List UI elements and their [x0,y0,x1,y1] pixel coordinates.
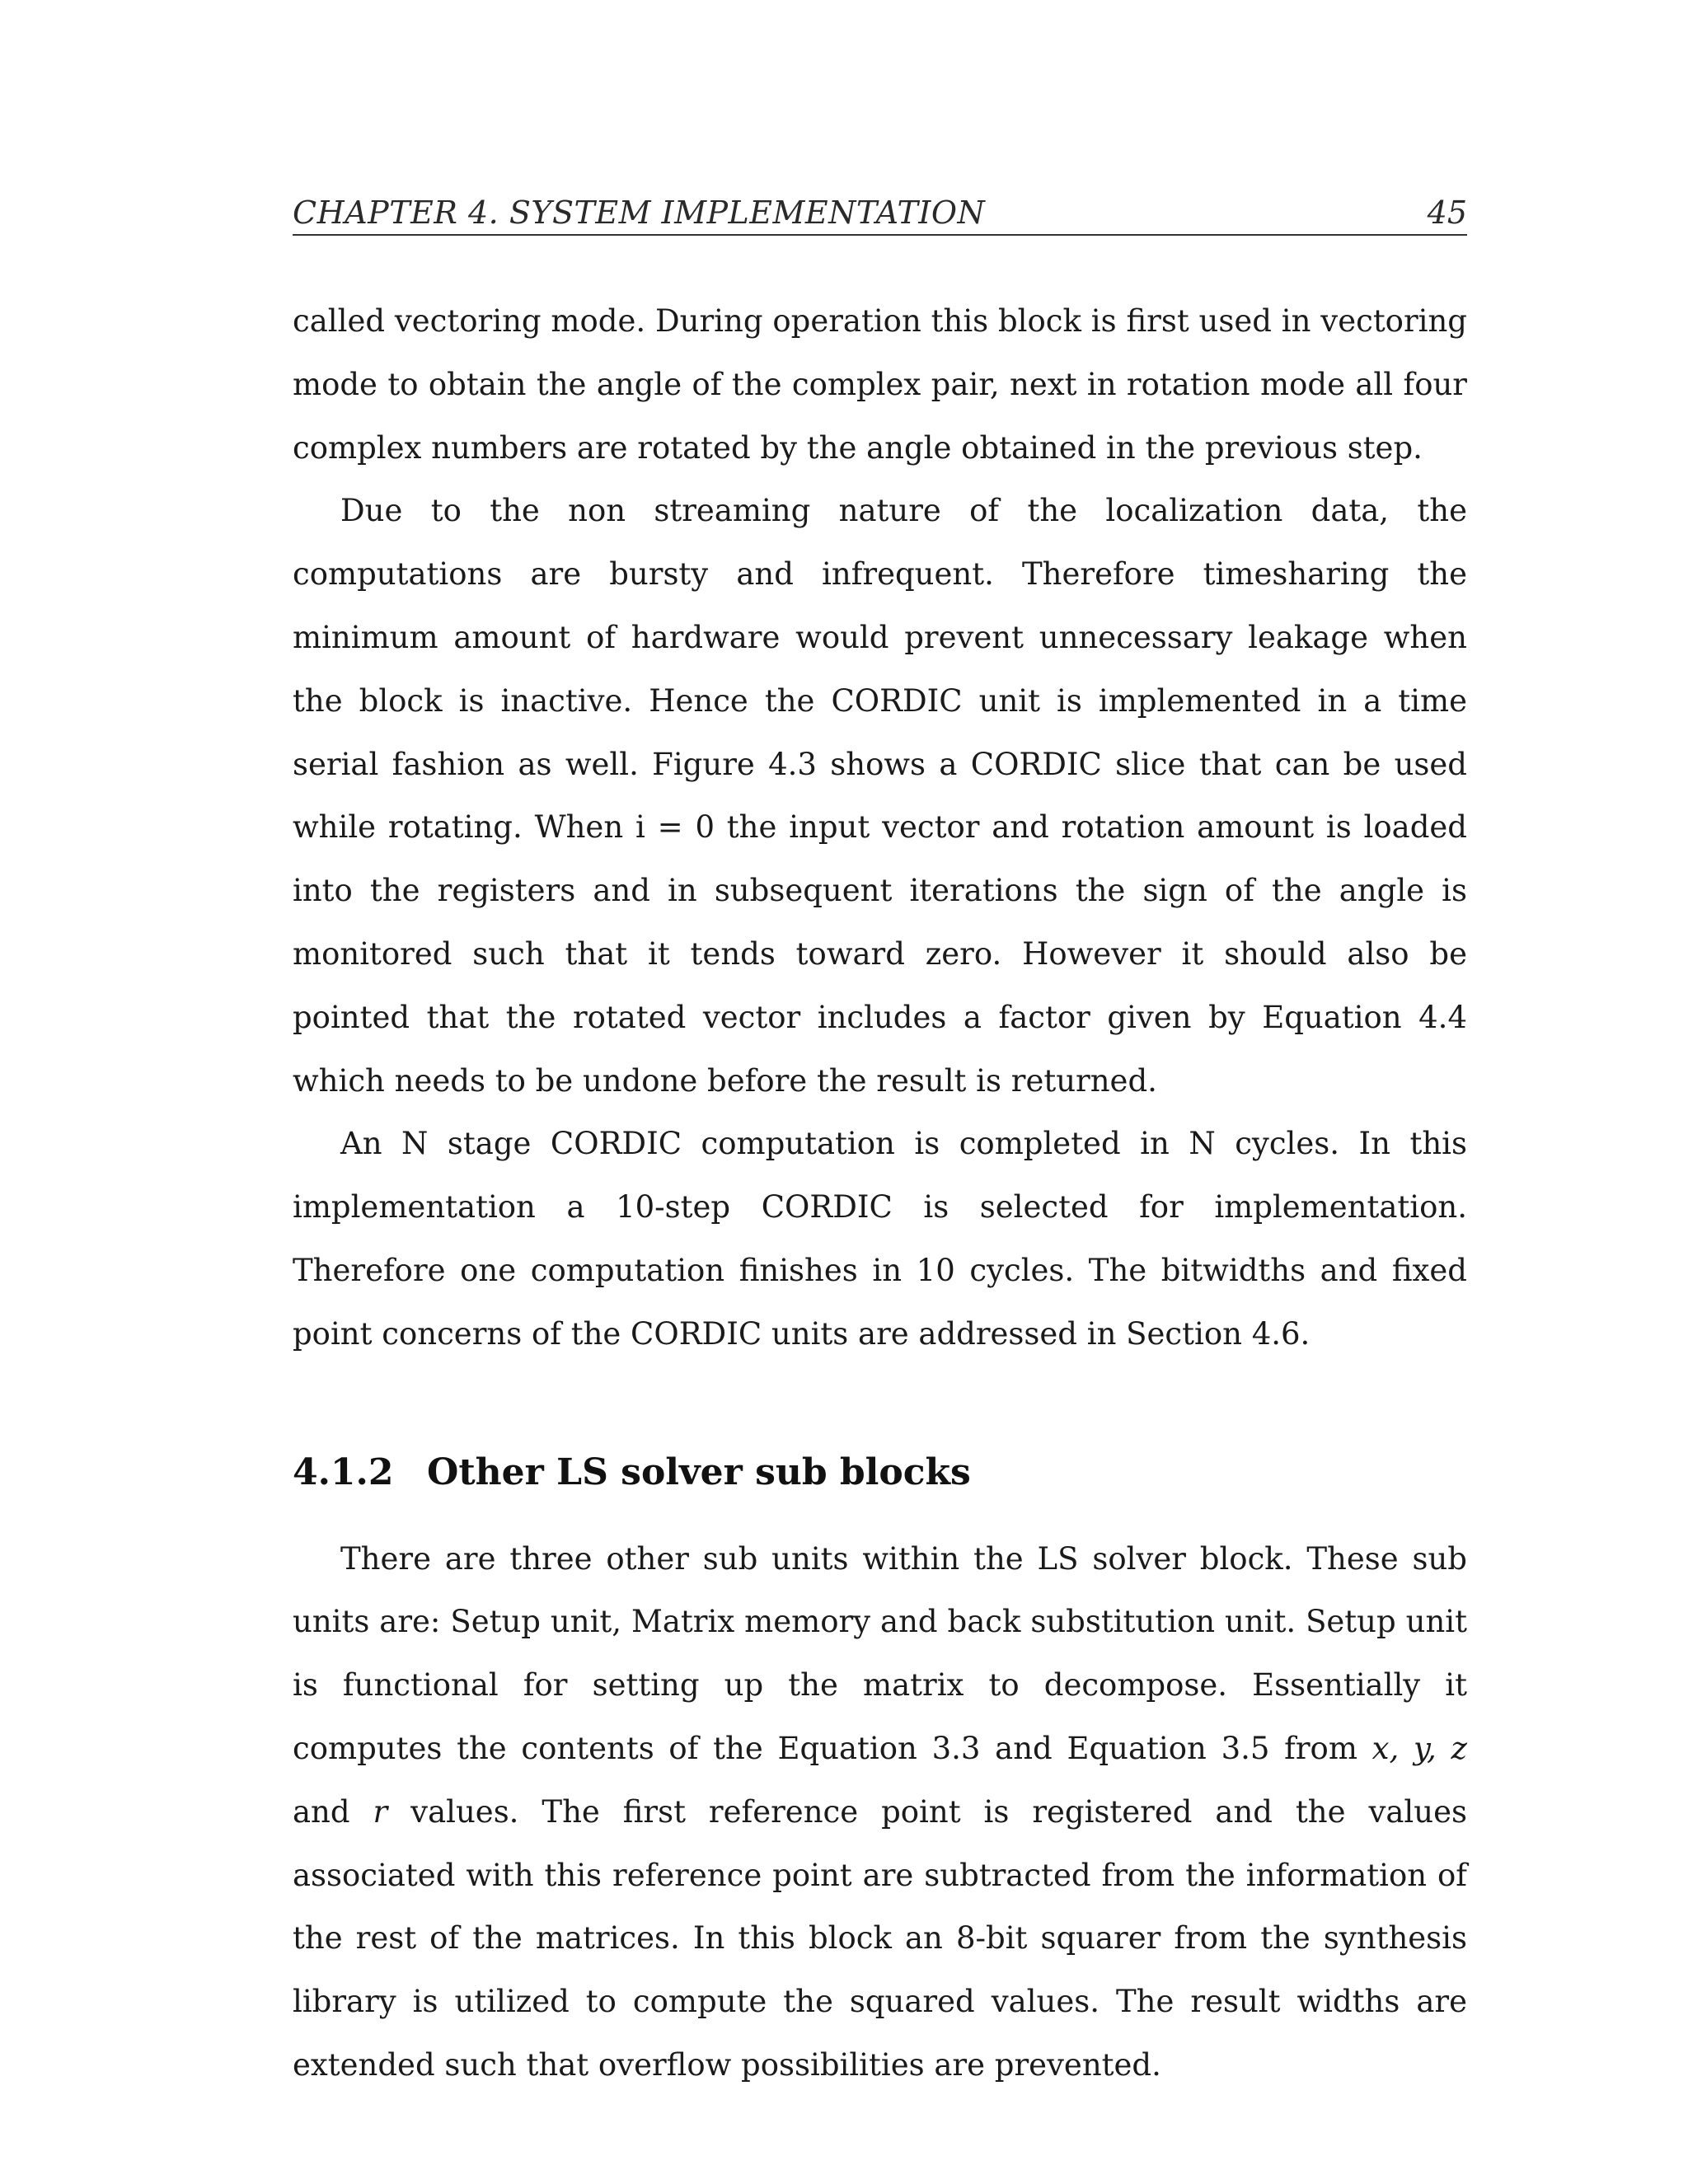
paragraph-ls-solver-subunits [293,1528,1467,2097]
paragraph-text-and: and [293,1793,373,1830]
section-title: Other LS solver sub blocks [427,1451,971,1493]
paragraph-vectoring-mode: called vectoring mode. During operation this block is first used in vectoring mode to obtain the angle of the complex pair, next in rotation mode all four complex numbers are rotated by the angle obtained in the previous step. [293,303,1467,466]
math-xyz: x, y, z [1372,1730,1467,1766]
section-number: 4.1.2 [293,1451,394,1493]
document-page [293,0,1467,2184]
paragraph-text-before-math: There are three other sub units within the LS solver block. These sub units are: Setup unit, Matrix memory and back substitution unit. Setup unit is functional for setting up the matrix to decompose. Essentially it computes the contents of the Equation 3.3 and Equation 3.5 from [293,1540,1467,1766]
chapter-title: CHAPTER 4. SYSTEM IMPLEMENTATION [293,194,986,231]
paragraph-text-after-math: values. The first reference point is registered and the values associated with this reference point are subtracted from the information of the rest of the matrices. In this block an 8-bit squarer from the synthesis library is utilized to compute the squared values. The result widths are extended such that overflow possibilities are prevented. [293,1793,1467,2083]
page-number: 45 [1427,194,1467,231]
math-r: r [373,1793,388,1830]
running-header [293,191,1467,236]
paragraph-bursty-computations: Due to the non streaming nature of the localization data, the computations are bursty and infrequent. Therefore timesharing the minimum amount of hardware would prevent unnecessary leakage when the block is inactive. Hence the CORDIC unit is implemented in a time serial fashion as well. Figure 4.3 shows a CORDIC slice that can be used while rotating. When i = 0 the input vector and rotation amount is loaded into the registers and in subsequent iterations the sign of the angle is monitored such that it tends toward zero. However it should also be pointed that the rotated vector includes a factor given by Equation 4.4 which needs to be undone before the result is returned. [293,493,1467,1099]
paragraph-cordic-cycles: An N stage CORDIC computation is completed in N cycles. In this implementation a 10-step CORDIC is selected for implementation. Therefore one computation finishes in 10 cycles. The bitwidths and fixed point concerns of the CORDIC units are addressed in Section 4.6. [293,1126,1467,1352]
section-heading [293,1447,1467,1498]
body-text [293,290,1467,2097]
